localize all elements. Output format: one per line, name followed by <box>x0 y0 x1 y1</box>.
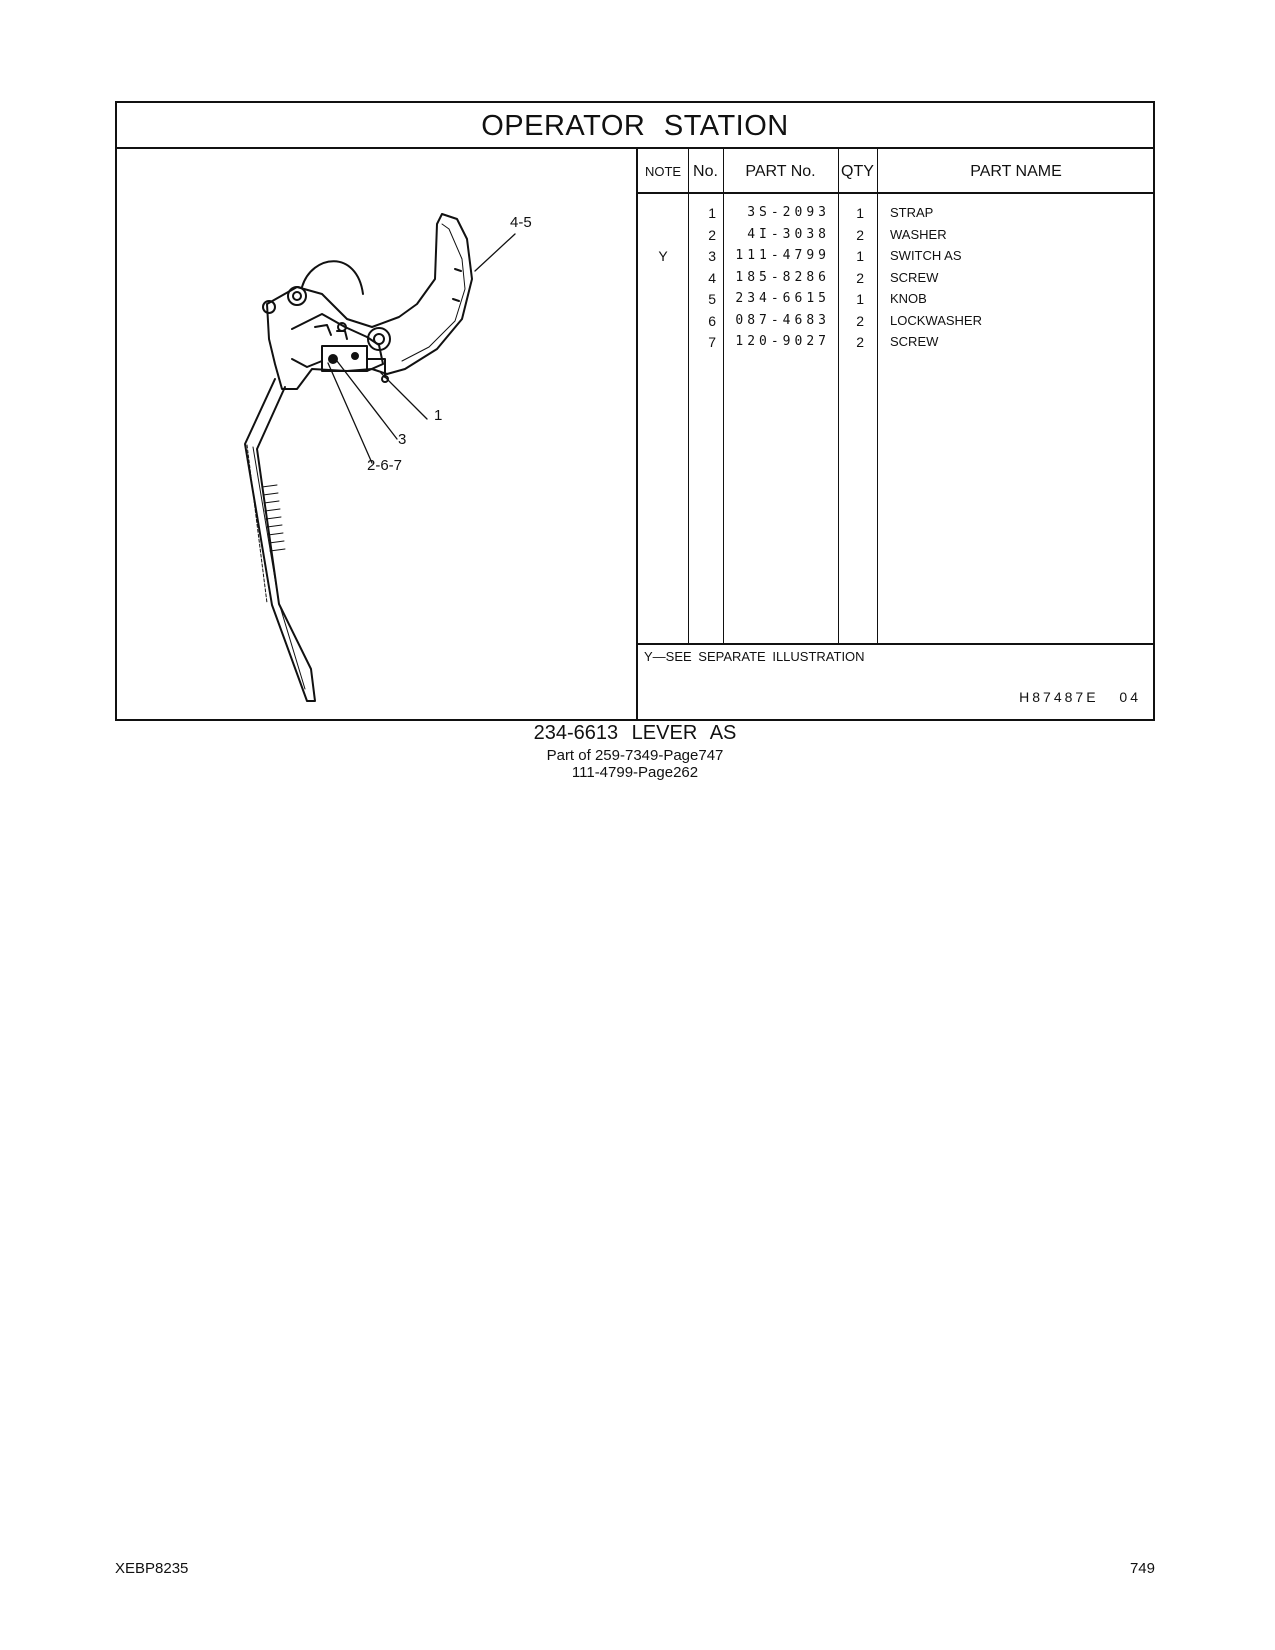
table-row <box>638 331 1155 353</box>
row-number: 7 <box>708 334 716 350</box>
row-note <box>638 224 688 246</box>
row-part-number: 185-8286 <box>735 269 830 285</box>
row-part-name: SWITCH AS <box>890 248 962 263</box>
row-part-number: 4I-3038 <box>747 226 830 242</box>
header-no: No. <box>693 163 718 180</box>
row-note <box>638 331 688 353</box>
table-row <box>638 310 1155 332</box>
table-row <box>638 202 1155 224</box>
row-number: 6 <box>708 312 716 329</box>
callout-3: 3 <box>398 431 407 448</box>
table-header <box>638 149 1155 194</box>
caption-reference: 111-4799-Page262 <box>571 764 699 781</box>
row-note: Y <box>658 248 668 264</box>
row-number: 1 <box>708 205 716 221</box>
row-quantity: 1 <box>856 291 864 307</box>
row-part-name: WASHER <box>890 226 947 242</box>
row-quantity: 1 <box>856 205 864 221</box>
footnote: Y—SEE SEPARATE ILLUSTRATION <box>644 649 865 664</box>
header-note: NOTE <box>644 164 682 179</box>
header-qty: QTY <box>841 163 874 180</box>
row-part-name: LOCKWASHER <box>890 312 982 328</box>
table-row <box>638 245 1155 267</box>
row-note <box>638 310 688 332</box>
parts-frame <box>115 101 1155 721</box>
row-note <box>638 202 688 224</box>
section-title: OPERATOR STATION <box>117 103 1153 149</box>
table-footer <box>638 643 1155 721</box>
row-part-number: 120-9027 <box>735 334 830 349</box>
illustration-code: H87487E 04 <box>1019 689 1141 705</box>
doc-id: XEBP8235 <box>115 1560 189 1577</box>
row-part-name: SCREW <box>890 334 939 349</box>
row-part-name: STRAP <box>890 205 934 220</box>
caption-main: 234-6613 LEVER AS <box>533 722 737 744</box>
row-part-number: 3S-2093 <box>747 205 830 220</box>
table-row <box>638 224 1155 246</box>
table-row <box>638 288 1155 310</box>
row-quantity: 1 <box>856 248 864 264</box>
row-number: 3 <box>708 248 716 264</box>
row-part-number: 087-4683 <box>735 312 830 328</box>
lever-drawing <box>117 149 638 721</box>
callout-4-5: 4-5 <box>510 214 532 231</box>
table-row <box>638 267 1155 289</box>
row-part-number: 111-4799 <box>735 248 830 263</box>
row-part-name: KNOB <box>890 291 927 306</box>
header-part-no: PART No. <box>745 163 816 180</box>
row-quantity: 2 <box>856 226 864 243</box>
row-number: 4 <box>708 269 716 286</box>
header-part-name: PART NAME <box>970 163 1062 180</box>
callout-2-6-7: 2-6-7 <box>367 457 403 474</box>
row-part-name: SCREW <box>890 269 939 285</box>
row-number: 5 <box>708 291 716 307</box>
row-note <box>638 288 688 310</box>
caption-part-of: Part of 259-7349-Page747 <box>546 747 724 764</box>
callout-1: 1 <box>434 407 443 424</box>
row-note <box>638 267 688 289</box>
row-number: 2 <box>708 226 716 243</box>
row-quantity: 2 <box>856 312 864 329</box>
row-part-number: 234-6615 <box>735 291 830 306</box>
page-number: 749 <box>1129 1560 1155 1577</box>
row-quantity: 2 <box>856 269 864 286</box>
parts-table <box>638 149 1155 721</box>
row-quantity: 2 <box>856 334 864 350</box>
lever-illustration <box>117 149 638 721</box>
